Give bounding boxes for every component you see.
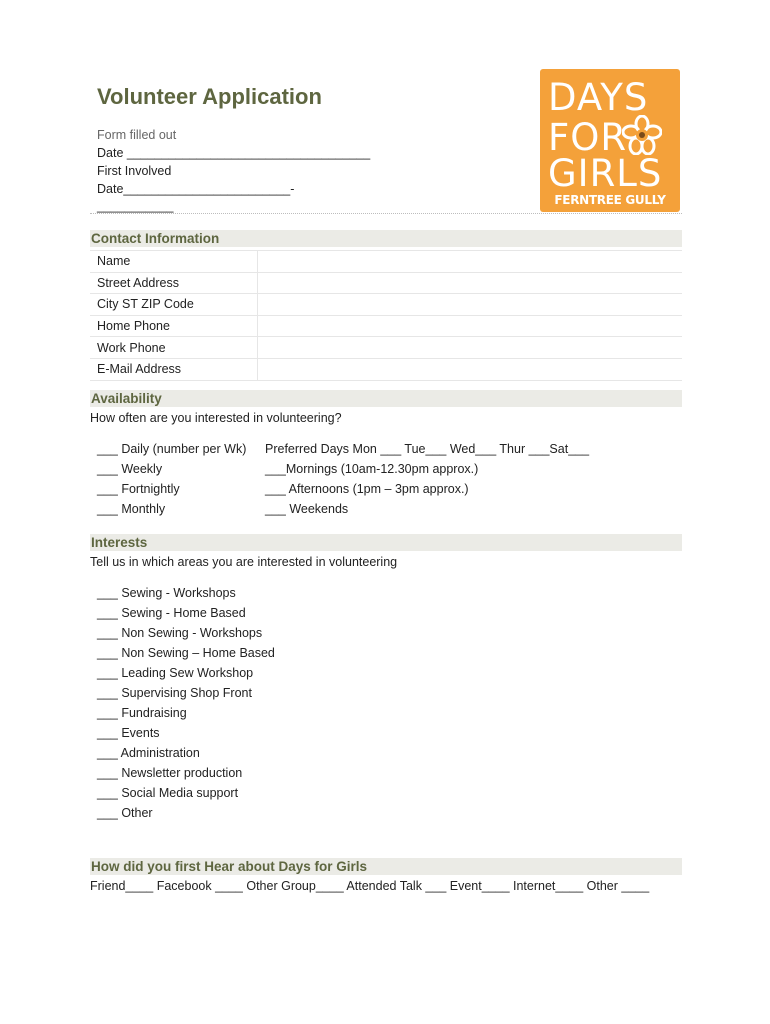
home-phone-input[interactable] (258, 316, 682, 337)
interest-option[interactable]: ___ Fundraising (97, 706, 187, 720)
interest-option[interactable]: ___ Non Sewing - Workshops (97, 626, 263, 640)
availability-option-fortnightly[interactable]: ___ Fortnightly (97, 482, 180, 496)
contact-row-home-phone (90, 316, 682, 338)
interests-question: Tell us in which areas you are interested in volunteering (90, 555, 398, 569)
contact-section-heading: Contact Information (90, 230, 682, 247)
availability-option-weekly[interactable]: ___ Weekly (97, 462, 163, 476)
city-st-zip-input[interactable] (258, 294, 682, 315)
preferred-days-line[interactable]: Preferred Days Mon ___ Tue___ Wed___ Thur ___Sat___ (265, 442, 590, 456)
form-filled-out-label: Form filled out (97, 128, 177, 142)
contact-row-city (90, 294, 682, 316)
work-phone-input[interactable] (258, 337, 682, 358)
availability-section-heading: Availability (90, 390, 682, 407)
interest-option[interactable]: ___ Sewing - Home Based (97, 606, 246, 620)
logo-text-days: DAYS (548, 76, 649, 119)
availability-option-monthly[interactable]: ___ Monthly (97, 502, 166, 516)
contact-label: Name (90, 251, 258, 272)
contact-label: E-Mail Address (90, 359, 258, 380)
interest-option[interactable]: ___ Leading Sew Workshop (97, 666, 254, 680)
logo-text-location: FERNTREE GULLY (554, 193, 666, 207)
interests-section-heading: Interests (90, 534, 682, 551)
street-address-input[interactable] (258, 273, 682, 294)
logo-text-girls: GIRLS (548, 152, 663, 195)
interest-option[interactable]: ___ Non Sewing – Home Based (97, 646, 275, 660)
contact-label: Home Phone (90, 316, 258, 337)
contact-label: Street Address (90, 273, 258, 294)
name-input[interactable] (258, 251, 682, 272)
contact-row-name (90, 250, 682, 273)
first-involved-date-line-cont[interactable]: ___________ (97, 199, 174, 213)
availability-option-afternoons[interactable]: ___ Afternoons (1pm – 3pm approx.) (265, 482, 469, 496)
availability-question: How often are you interested in volunteering? (90, 411, 342, 425)
email-input[interactable] (258, 359, 682, 380)
days-for-girls-logo (540, 69, 680, 212)
flower-icon (622, 115, 662, 155)
contact-label: City ST ZIP Code (90, 294, 258, 315)
availability-option-mornings[interactable]: ___Mornings (10am-12.30pm approx.) (265, 462, 479, 476)
availability-option-weekends[interactable]: ___ Weekends (265, 502, 349, 516)
interest-option[interactable]: ___ Sewing - Workshops (97, 586, 236, 600)
interest-option[interactable]: ___ Newsletter production (97, 766, 243, 780)
availability-option-daily[interactable]: ___ Daily (number per Wk) (97, 442, 247, 456)
first-involved-label: First Involved (97, 164, 172, 178)
interest-option[interactable]: ___ Supervising Shop Front (97, 686, 252, 700)
interest-option[interactable]: ___ Events (97, 726, 160, 740)
hear-about-section-heading: How did you first Hear about Days for Girls (90, 858, 682, 875)
contact-row-street (90, 273, 682, 295)
contact-row-email (90, 359, 682, 381)
contact-label: Work Phone (90, 337, 258, 358)
interest-option[interactable]: ___ Administration (97, 746, 200, 760)
page-title: Volunteer Application (97, 84, 322, 109)
interest-option[interactable]: ___ Social Media support (97, 786, 239, 800)
date-field-line[interactable]: Date ___________________________________ (97, 146, 371, 160)
interest-option[interactable]: ___ Other (97, 806, 153, 820)
first-involved-date-line[interactable]: Date________________________- (97, 182, 295, 196)
contact-table (90, 250, 682, 381)
header-divider (90, 213, 682, 214)
contact-row-work-phone (90, 337, 682, 359)
logo-text-for: FOR (548, 116, 628, 159)
hear-about-options-line[interactable]: Friend____ Facebook ____ Other Group____ Attended Talk ___ Event____ Internet____ Other ____ (90, 879, 650, 893)
